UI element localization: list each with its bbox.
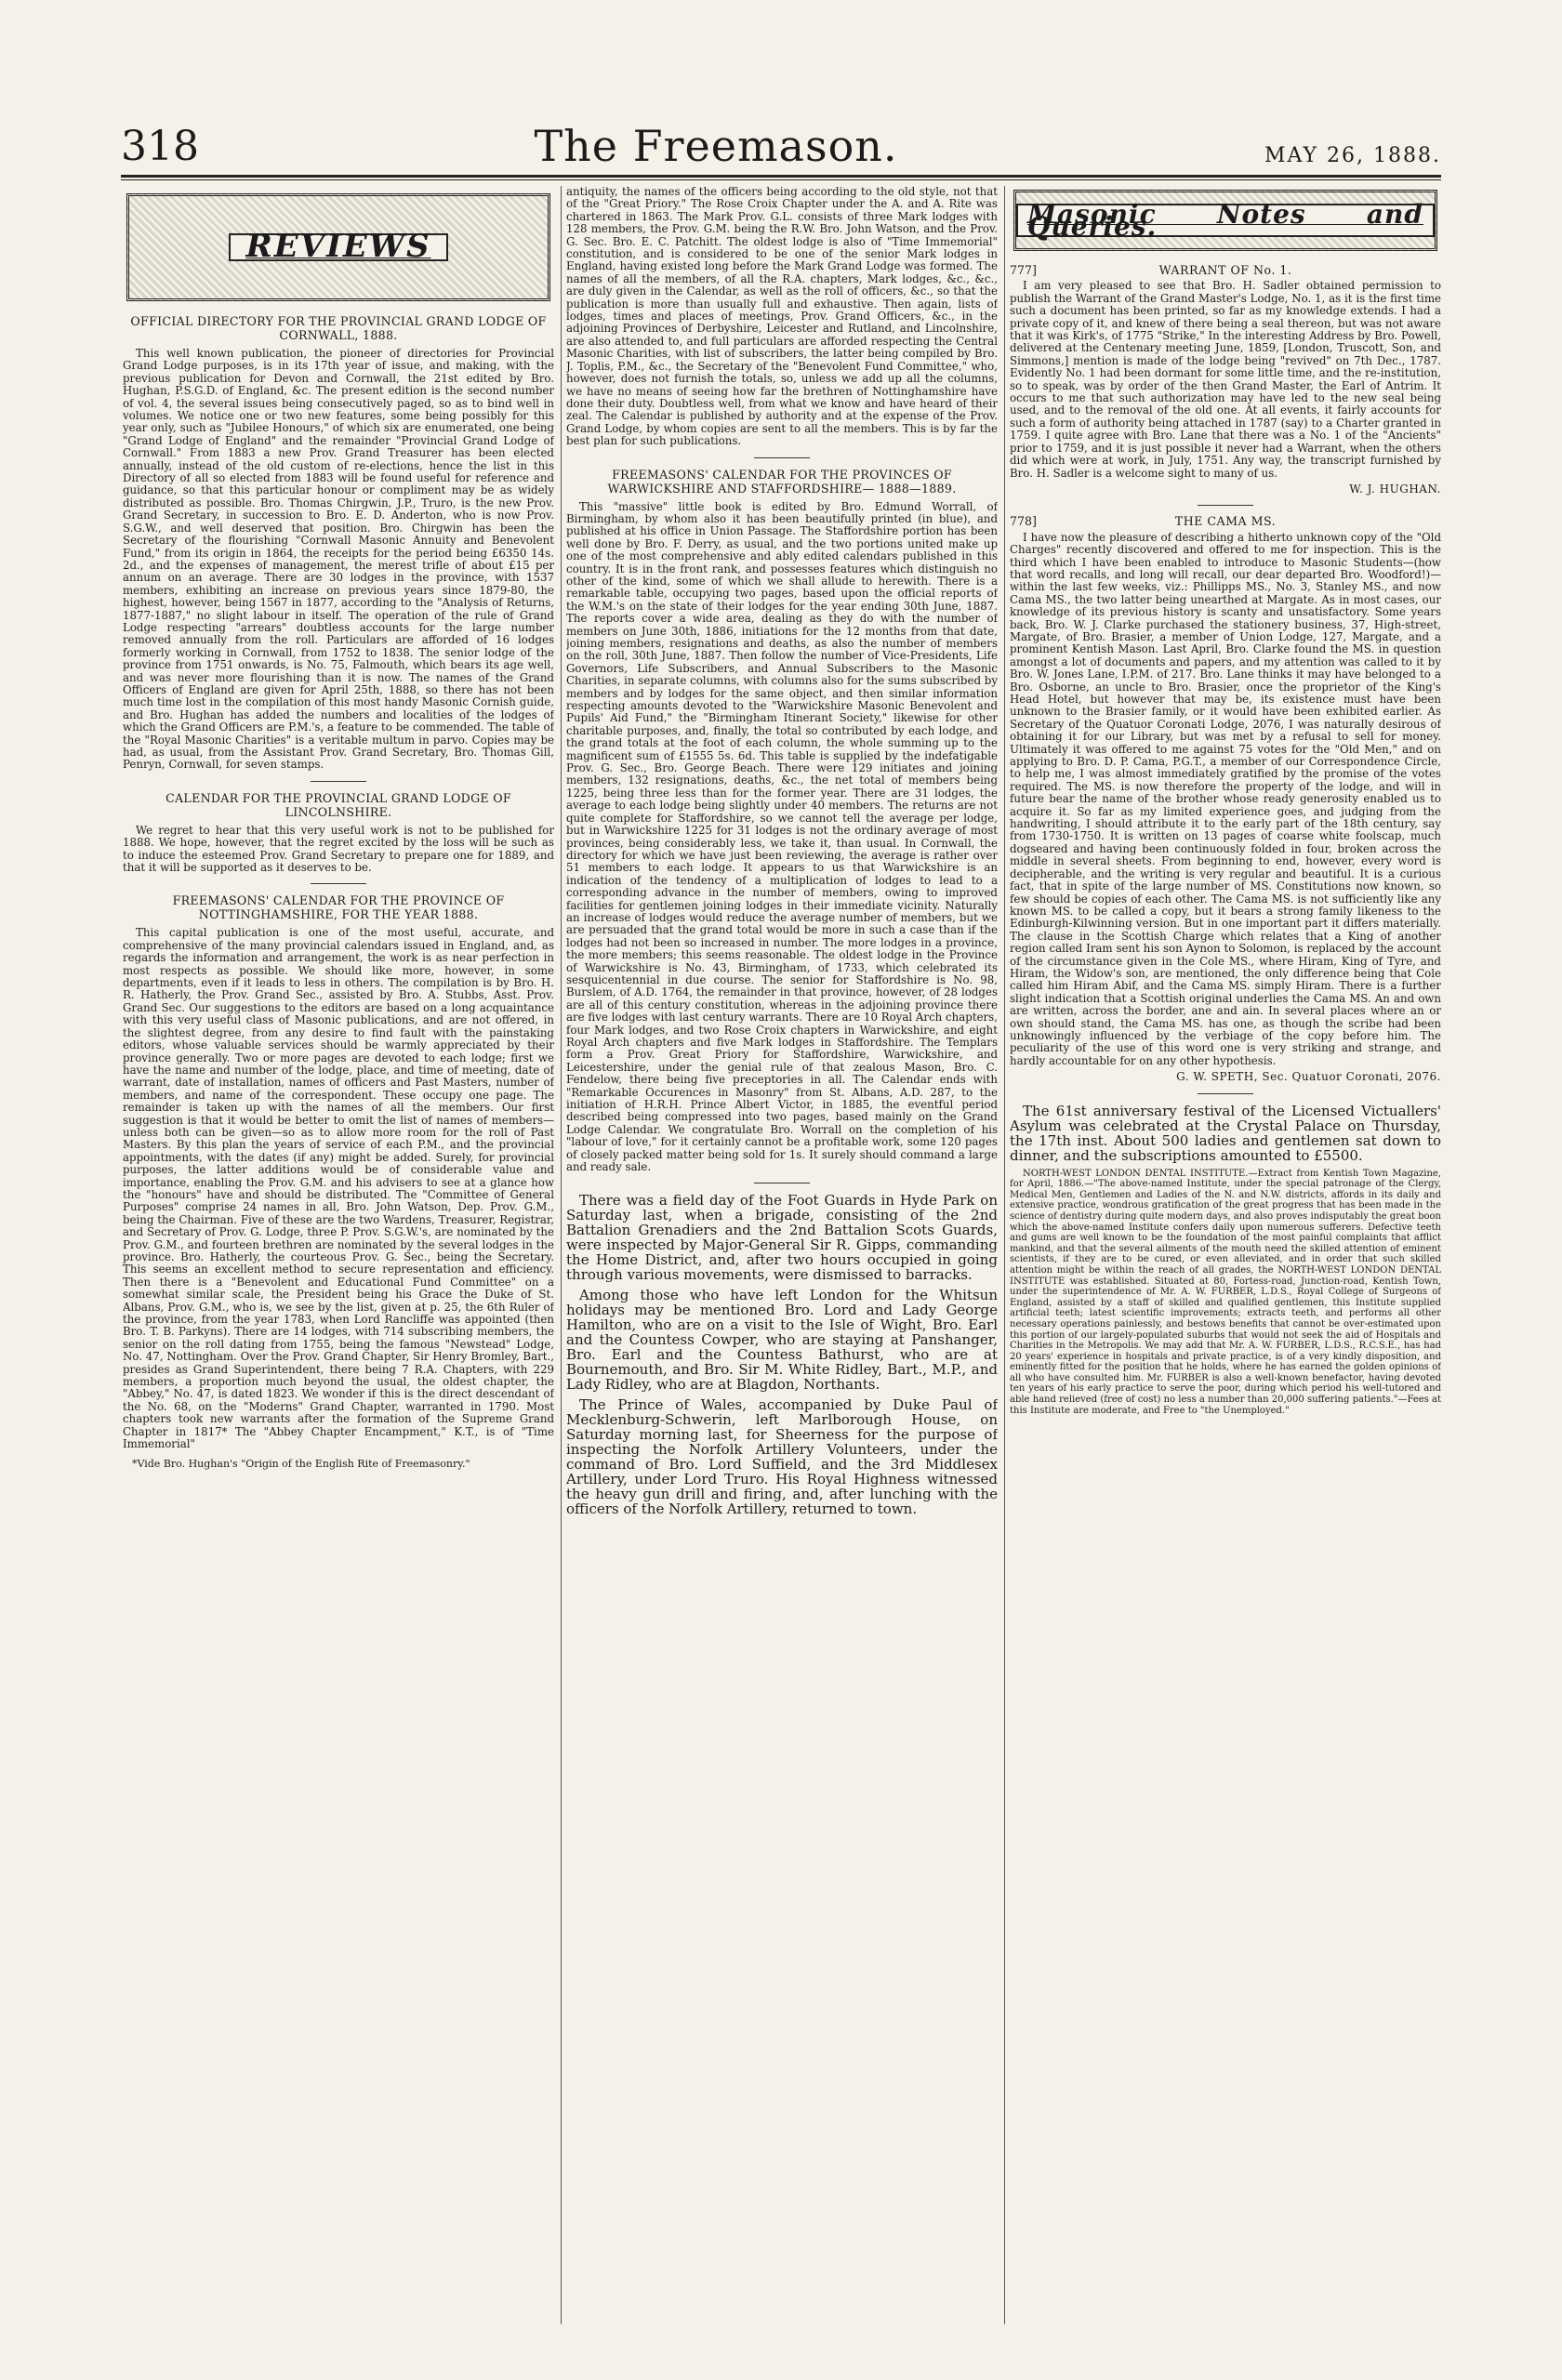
- issue-date: MAY 26, 1888.: [1264, 144, 1441, 167]
- separator-rule: [754, 457, 810, 458]
- masthead: [121, 112, 1441, 171]
- note-heading: [1010, 515, 1441, 527]
- header-rule: [121, 175, 1441, 178]
- article-text: This "massive" little book is edited by Bro. Edmund Worrall, of Birmingham, by whom also it has been beautifully printed (in blue), and published at his office in Union Passage. The Staffordshire portion has been well done by Bro. F. Derry, as usual, and the two portions united make up one of the most comprehensive and ably edited calendars published in this country. It is in the front rank, and possesses features which distinguish no other of the kind, some of which we shall allude to herewith. There is a remarkable table, occupying two pages, based upon the official reports of the W.M.'s on the state of their lodges for the year ending 30th June, 1887. The reports cover a wide area, dealing as they do with the number of members on June 30th, 1886, initiations for the 12 months from that date, joining members, resignations and deaths, as also the number of members on the roll, 30th June, 1887. Then follow the number of Vice-Presidents, Life Governors, Life Subscribers, and Annual Subscribers to the Masonic Charities, in separate columns, with columns also for the sums subscribed by members and by lodges for the same object, and then similar information respecting amounts devoted to the "Warwickshire Masonic Benevolent and Pupils' Aid Fund," the "Birmingham Itinerant Society," likewise for other charitable purposes, and, finally, the total so contributed by each lodge, and the grand totals at the foot of each column, the whole summing up to the magnificent sum of £1555 5s. 6d. This table is supplied by the indefatigable Prov. G. Sec., Bro. George Beach. There were 129 initiates and joining members, 132 resignations, deaths, &c., the net total of members being 1225, being three less than for the former year. There are 31 lodges, the average to each lodge being slightly under 40 members. The returns are not quite complete for Staffordshire, so we cannot tell the average per lodge, but in Warwickshire 1225 for 31 lodges is not the ordinary average of most provinces, being considerably less, we take it, than usual. In Cornwall, the directory for which we have just been reviewing, the average is rather over 51 members to each lodge. It appears to us that Warwickshire is an indication of the tendency of a multiplication of lodges to lead to a corresponding advance in the number of members, owing to improved facilities for gentlemen joining lodges in their immediate vicinity. Naturally an increase of lodges would reduce the average number of members, but we are persuaded that the grand total would be more in such a case than if the lodges had not been so increased in number. The more lodges in a province, the more members; this seems reasonable. The oldest lodge in the Province of Warwickshire is No. 43, Birmingham, of 1733, which celebrated its sesquicentennial in due course. The senior for Staffordshire is No. 98, Burslem, of A.D. 1764, the remainder in that province, however, of 28 lodges are all of this century constitution, whereas in the adjoining province there are five lodges with last century warrants. There are 10 Royal Arch chapters, four Mark lodges, and two Rose Croix chapters in Warwickshire, and eight Royal Arch chapters and five Mark lodges in Staffordshire. The Templars form a Prov. Great Priory for Staffordshire, Warwickshire, and Leicestershire, under the genial rule of that zealous Mason, Bro. C. Fendelow, there being five preceptories in all. The Calendar ends with "Remarkable Occurences in Masonry" from St. Albans, A.D. 287, to the initiation of H.R.H. Prince Albert Victor, in 1885, the eventful period described being compressed into two pages, based mainly on the Grand Lodge Calendar. We congratulate Bro. Worrall on the completion of his "labour of love," for it certainly cannot be a profitable work, some 120 pages of closely packed matter being sold for 1s. It surely should command a large and ready sale.: [566, 499, 998, 1174]
- header-rule-thin: [121, 179, 1441, 180]
- column-1: [123, 186, 554, 2324]
- article-text: This well known publication, the pioneer of directories for Provincial Grand Lodge purposes, is in its 17th year of issue, and making, with the previous publication for Devon and Cornwall, the 21st edited by Bro. Hughan, P.S.G.D. of England, &c. The present edition is the second number of vol. 4, the several issues being consecutively paged, so as to bind well in volumes. We notice one or two new features, some being possibly for this year only, such as "Jubilee Honours," of which six are enumerated, one being "Grand Lodge of England" and the remainder "Provincial Grand Lodge of Cornwall." From 1883 a new Prov. Grand Treasurer has been elected annually, instead of the old custom of re-elections, hence the list in this Directory of all so elected from 1883 will be found useful for reference and guidance, so that this particular honour or compliment may be as widely distributed as possible. Bro. Thomas Chirgwin, J.P., Truro, is the new Prov. Grand Secretary, in succession to Bro. E. D. Anderton, who is now Prov. S.G.W., and well deserved that position. Bro. Chirgwin has been the Secretary of the flourishing "Cornwall Masonic Annuity and Benevolent Fund," from its origin in 1864, the receipts for the period being £6350 14s. 2d., and the expenses of management, the merest trifle of about £15 per annum on an average. There are 30 lodges in the province, with 1537 members, exhibiting an increase on previous years since 1879-80, the highest, however, being 1567 in 1877, according to the "Analysis of Returns, 1877-1887," no slight labour in itself. The operation of the rule of Grand Lodge respecting "arrears" doubtless accounts for the large number removed annually from the roll. Particulars are afforded of 16 lodges formerly working in Cornwall, from 1752 to 1838. The senior lodge of the province from 1751 onwards, is No. 75, Falmouth, which bears its age well, and was never more flourishing than it is now. The names of the Grand Officers of England are given for April 25th, 1888, so there has not been much time lost in the compilation of this most handy Masonic Cornish guide, and Bro. Hughan has added the numbers and localities of the lodges of which the Grand Officers are P.M.'s, a feature to be commended. The table of the "Royal Masonic Charities" is a veritable multum in parvo. Copies may be had, as usual, from the Assistant Prov. Grand Secretary, Bro. Thomas Gill, Penryn, Cornwall, for seven stamps.: [123, 347, 554, 772]
- article-heading: OFFICIAL DIRECTORY FOR THE PROVINCIAL GRAND LODGE OF CORNWALL, 1888.: [130, 314, 547, 342]
- news-paragraph: Among those who have left London for the Whitsun holidays may be mentioned Bro. Lord and Lady George Hamilton, who are on a visit to the Isle of Wight, Bro. Earl and the Countess Cowper, who are staying at Panshanger, Bro. Earl and the Countess Bathurst, who are at Bournemouth, and Bro. Sir M. White Ridley, Bart., M.P., and Lady Ridley, who are at Blagdon, Northants.: [566, 1287, 998, 1394]
- news-paragraph: There was a field day of the Foot Guards in Hyde Park on Saturday last, when a brigade, consisting of the 2nd Battalion Grenadiers and the 2nd Battalion Scots Guards, were inspected by Major-General Sir R. Gipps, commanding the Home District, and, after two hours occupied in going through various movements, were dismissed to barracks.: [566, 1192, 998, 1284]
- note-title: THE CAMA MS.: [1174, 514, 1277, 529]
- note-signature: G. W. SPETH, Sec. Quatuor Coronati, 2076.: [1176, 1070, 1441, 1084]
- article-heading: FREEMASONS' CALENDAR FOR THE PROVINCE OF NOTTINGHAMSHIRE, FOR THE YEAR 1888.: [172, 893, 505, 922]
- advertisement-text: NORTH-WEST LONDON DENTAL INSTITUTE.—Extract from Kentish Town Magazine, for April, 1886.—"The above-named Institute, under the special patronage of the Clergy, Medical Men, Gentlemen and Ladies of the N. and N.W. districts, affords in its daily and extensive practice, wondrous gratification of the great progress that has been made in the science of dentistry during quite modern days, and also proves indisputably the great boon which the above-named Institute confers daily upon numerous sufferers. Defective teeth and gums are well known to be the foundation of the most painful complaints that afflict mankind, and that the several ailments of the mouth need the skilled attention of eminent scientists, if they are to be cured, or even alleviated, and in order that such skilled attention might be within the reach of all grades, the NORTH-WEST LONDON DENTAL INSTITUTE was established. Situated at 80, Fortess-road, Junction-road, Kentish Town, under the superintendence of Mr. A. W. FURBER, L.D.S., Royal College of Surgeons of England, assisted by a staff of skilled and qualified gentlemen, this Institute supplied artificial teeth; latest scientific improvements; extracts teeth, and performs all other necessary operations painlessly, and bestows benefits that cannot be over-estimated upon this portion of our largely-populated suburbs that would not seek the aid of Hospitals and Charities in the Metropolis. We may add that Mr. A. W. FURBER, L.D.S., R.C.S.E., has had 20 years' experience in hospitals and private practice, is of a very kindly disposition, and eminently fitted for the position that he holds, where he has earned the golden opinions of all who have consulted him. Mr. FURBER is also a well-known benefactor, having devoted ten years of his early practice to serve the poor, during which period his well-tutored and able hand relieved (free of cost) no less a number than 20,000 suffering patients."—Fees at this Institute are moderate, and Free to "the Unemployed.": [1010, 1168, 1441, 1416]
- article-text: We regret to hear that this very useful work is not to be published for 1888. We hope, however, that the regret excited by the loss will be such as to induce the esteemed Prov. Grand Secretary to prepare one for 1889, and that it will be supported as it deserves to be.: [123, 823, 554, 875]
- article-text: antiquity, the names of the officers being according to the old style, not that of the "Great Priory." The Rose Croix Chapter under the A. and A. Rite was chartered in 1863. The Mark Prov. G.L. consists of three Mark lodges with 128 members, the Prov. G.M. being the R.W. Bro. John Watson, and the Prov. G. Sec. Bro. E. C. Patchitt. The oldest lodge is also of "Time Immemorial" constitution, and is considered to be one of the senior Mark lodges in England, having existed long before the Mark Grand Lodge was formed. The names of all the members, of all the R.A. chapters, Mark lodges, &c., &c., are duly given in the Calendar, as well as the roll of officers, &c., so that the publication is more than usually full and exhaustive. Then again, lists of lodges, times and places of meetings, Prov. Grand Officers, &c., in the adjoining Provinces of Derbyshire, Leicester and Rutland, and Lincolnshire, are also attended to, and full particulars are afforded respecting the Central Masonic Charities, with list of subscribers, the latter being compiled by Bro. J. Toplis, P.M., &c., the Secretary of the "Benevolent Fund Committee," who, however, does not furnish the totals, so, unless we add up all the columns, we have no means of seeing how far the brethren of Nottinghamshire have done their duty. Doubtless well, from what we know and have heard of their zeal. The Calendar is published by authority and at the expense of the Prov. Grand Lodge, by whom copies are sent to all the members. This is by far the best plan for such publications.: [566, 186, 998, 448]
- column-divider: [561, 186, 562, 2324]
- column-2: [566, 186, 998, 2324]
- reviews-banner: [126, 193, 550, 301]
- separator-rule: [1198, 505, 1253, 506]
- column-3: [1010, 186, 1441, 2324]
- separator-rule: [1198, 1093, 1253, 1094]
- news-paragraph: The 61st anniversary festival of the Licensed Victuallers' Asylum was celebrated at the Crystal Palace on Thursday, the 17th inst. About 500 ladies and gentlemen sat down to dinner, and the subscriptions amounted to £5500.: [1010, 1102, 1441, 1164]
- note-text: I am very pleased to see that Bro. H. Sadler obtained permission to publish the Warrant of the Grand Master's Lodge, No. 1, as it is the first time such a document has been printed, so far as my knowledge extends. I had a private copy of it, and knew of there being a seal thereon, but was not aware that it was Kirk's, of 1775 "Strike," In the interesting Address by Bro. Powell, delivered at the Centenary meeting June, 1859, [London, Truscott, Son, and Simmons,] mention is made of the lodge being "revived" on 7th Dec., 1787. Evidently No. 1 had been dormant for some little time, and the re-institution, so to speak, was by order of the then Grand Master, the Earl of Antrim. It occurs to me that such authorization may have led to the new seal being used, and to the removal of the old one. At all events, it fairly accounts for such a form of authority being attached in 1787 (say) to a Charter granted in 1759. I quite agree with Bro. Lane that there was a No. 1 of the "Ancients" prior to 1759, and it is just possible it never had a Warrant, when the others did which were at work, in July, 1751. Any way, the transcript furnished by Bro. H. Sadler is a welcome sight to many of us.: [1010, 279, 1441, 480]
- footnote: *Vide Bro. Hughan's "Origin of the English Rite of Freemasonry.": [132, 1457, 470, 1470]
- article-text: This capital publication is one of the most useful, accurate, and comprehensive of the many provincial calendars issued in England, and, as regards the information and arrangement, the work is as near perfection in most respects as possible. We should like more, however, in some departments, even if it leads to less in others. The compilation is by Bro. H. R. Hatherly, the Prov. Grand Sec., assisted by Bro. A. Stubbs, Asst. Prov. Grand Sec. Our suggestions to the editors are based on a long acquaintance with this very useful class of Masonic publications, and are not offered, in the slightest degree, from any desire to find fault with the painstaking editors, whose valuable services should be warmly appreciated by their province generally. Two or more pages are devoted to each lodge; first we have the name and number of the lodge, place, and time of meeting, date of warrant, date of installation, names of officers and Past Masters, number of members, and name of the correspondent. These occupy one page. The remainder is taken up with the names of all the members. Our first suggestion is that it would be better to omit the list of names of members—unless both can be given—so as to allow more room for the roll of Past Masters. By this plan the years of service of each P.M., and the provincial appointments, with the dates (if any) might be added. Surely, for provincial purposes, the latter additions would be of considerable value and importance, enabling the Prov. G.M. and his advisers to see at a glance how the "honours" have and should be distributed. The "Committee of General Purposes" comprise 24 names in all, Bro. John Watson, Dep. Prov. G.M., being the Chairman. Five of these are the two Wardens, Treasurer, Registrar, and Secretary of Prov. G. Lodge, three P. Prov. S.G.W.'s, are nominated by the Prov. G.M., and fourteen brethren are nominated by the several lodges in the province. Bro. Hatherly, the courteous Prov. G. Sec., being the Secretary. This seems an excellent method to secure representation and efficiency. Then there is a "Benevolent and Educational Fund Committee" on a somewhat similar scale, the President being his Grace the Duke of St. Albans, Prov. G.M., who is, we see by the list, given at p. 25, the 6th Ruler of the province, from the year 1783, when Lord Rancliffe was appointed (then Bro. T. B. Parkyns). There are 14 lodges, with 714 subscribing members, the senior on the roll dating from 1755, being the famous "Newstead" Lodge, No. 47, Nottingham. Over the Prov. Grand Chapter, Sir Henry Bromley, Bart., presides as Grand Superintendent, there being 7 R.A. Chapters, with 229 members, a proportion much beyond the usual, the oldest chapter, the "Abbey," No. 47, is dated 1823. We wonder if this is the direct descendant of the No. 68, on the "Moderns" Grand Chapter, warranted in 1790. Most chapters took new warrants after the formation of the Supreme Grand Chapter in 1817* The "Abbey Chapter Encampment," K.T., is of "Time Immemorial": [123, 926, 554, 1451]
- note-heading: [1010, 264, 1441, 276]
- page-number: 318: [121, 123, 199, 170]
- note-number: 778]: [1010, 514, 1037, 529]
- note-signature: W. J. HUGHAN.: [1349, 482, 1441, 496]
- article-heading: FREEMASONS' CALENDAR FOR THE PROVINCES OF WARWICKSHIRE AND STAFFORDSHIRE— 1888—1889.: [607, 467, 957, 496]
- page-title: The Freemason.: [534, 121, 898, 171]
- notes-banner: [1013, 190, 1437, 251]
- reviews-banner-title: REVIEWS: [229, 233, 447, 260]
- article-heading: CALENDAR FOR THE PROVINCIAL GRAND LODGE OF LINCOLNSHIRE.: [165, 790, 511, 819]
- separator-rule: [311, 883, 366, 884]
- notes-banner-title: Masonic Notes and Queries.: [1016, 204, 1435, 238]
- separator-rule: [311, 781, 366, 782]
- column-divider: [1004, 186, 1005, 2324]
- note-text: I have now the pleasure of describing a hitherto unknown copy of the "Old Charges" recently discovered and offered to me for inspection. This is the third which I have been enabled to introduce to Masonic Students—(how that word recalls, and long will recall, our dear departed Bro. Woodford!)—within the last few weeks, viz.: Phillipps MS., No. 3, Stanley MS., and now Cama MS., the two latter being unearthed at Margate. As in most cases, our knowledge of its previous history is scanty and unsatisfactory. Some years back, Bro. W. J. Clarke purchased the stationery business, 37, High-street, Margate, of Bro. Brasier, a member of Union Lodge, 127, Margate, and a prominent Kentish Mason. Last April, Bro. Clarke found the MS. in question amongst a lot of documents and papers, and my attention was called to it by Bro. W. Jones Lane, I.P.M. of 217. Bro. Lane thinks it may have belonged to a Bro. Osborne, an uncle to Bro. Brasier, once the proprietor of the King's Head Hotel, but however that may be, its existence must have been unknown to the Brasier family, or it would have been exhibited earlier. As Secretary of the Quatuor Coronati Lodge, 2076, I was naturally desirous of obtaining it for our Library, but was met by a refusal to sell for money. Ultimately it was offered to me against 75 votes for the "Old Men," and on applying to Bro. D. P. Cama, P.G.T., a member of our Correspondence Circle, to help me, I was almost immediately gratified by the promise of the votes required. The MS. is now therefore the property of the lodge, and will in future bear the name of the brother whose ready generosity enabled us to acquire it. So far as my limited experience goes, and judging from the handwriting, I should attribute it to the early part of the 18th century, say from 1730-1750. It is written on 13 pages of coarse white foolscap, much dogseared and having been continuously folded in four, broken across the middle in several sheets. From beginning to end, however, every word is decipherable, and the writing is very regular and beautiful. It is a curious fact, that in spite of the large number of MS. Constitutions now known, so few should be copies of each other. The Cama MS. is not sufficiently like any known MS. to be called a copy, but it bears a strong family likeness to the Edinburgh-Kilwinning version. But in one important part it differs materially. The clause in the Scottish Charge which relates that a King of another region called Iram sent his son Aynon to Solomon, is replaced by the account of the circumstance given in the Cole MS., where Hiram, King of Tyre, and Hiram, the Widow's son, are mentioned, the only difference being that Cole called him Hiram Abif, and the Cama MS. simply Hiram. There is a further slight indication that a Scottish original underlies the Cama MS. An and own are written, across the border, ane and ain. In several places where an or own should stand, the Cama MS. has one, as though the scribe had been unknowingly influenced by the verbiage of the copy before him. The peculiarity of the use of this word one is very striking and strange, and hardly accountable for on any other hypothesis.: [1010, 530, 1441, 1067]
- news-paragraph: The Prince of Wales, accompanied by Duke Paul of Mecklenburg-Schwerin, left Marlborough House, on Saturday morning last, for Sheerness for the purpose of inspecting the Norfolk Artillery Volunteers, under the command of Bro. Lord Suffield, and the 3rd Middlesex Artillery, under Lord Truro. His Royal Highness witnessed the heavy gun drill and firing, and, after lunching with the officers of the Norfolk Artillery, returned to town.: [566, 1396, 998, 1518]
- note-title: WARRANT OF No. 1.: [1158, 263, 1292, 277]
- note-number: 777]: [1010, 263, 1037, 277]
